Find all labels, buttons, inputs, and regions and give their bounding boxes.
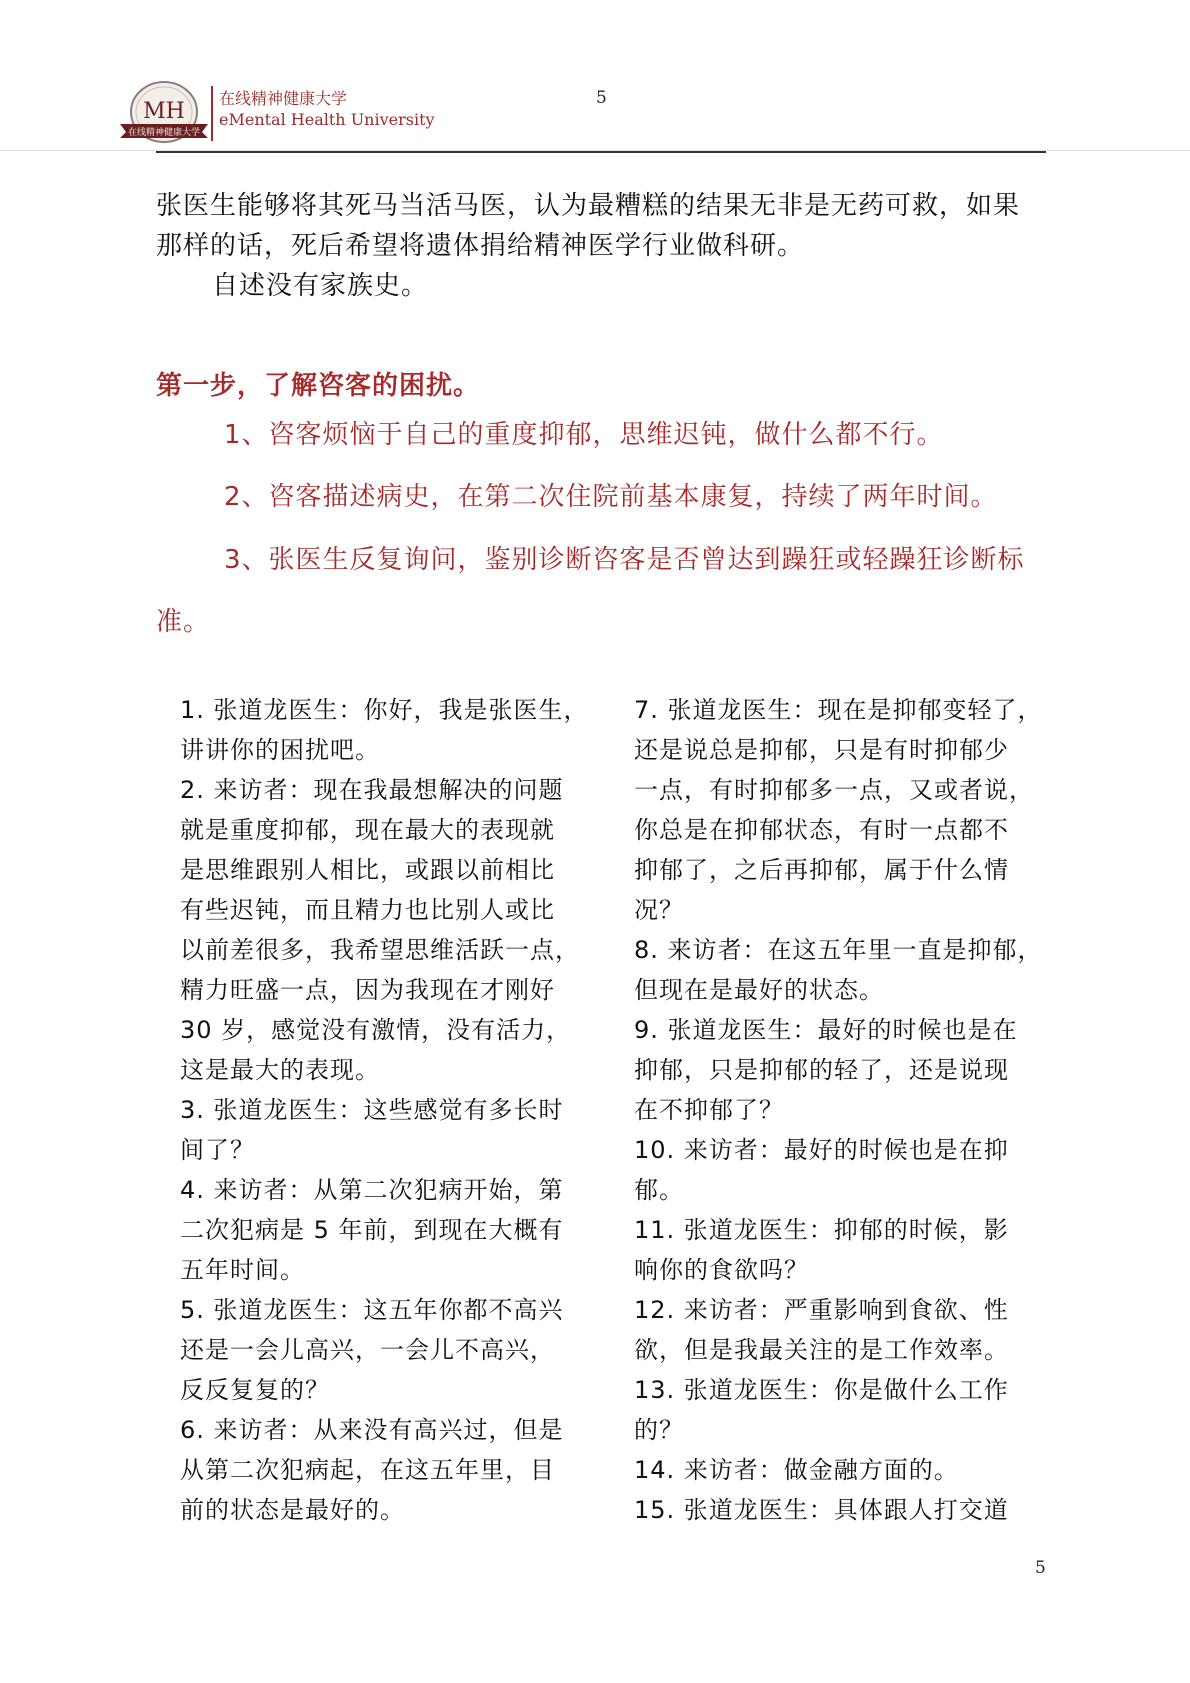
header-page-number: 5	[596, 88, 607, 108]
logo-band-text: 在线精神健康大学	[127, 128, 201, 138]
dialogue-line: 13. 张道龙医生：你是做什么工作	[634, 1376, 1009, 1404]
intro-line-3: 自述没有家族史。	[212, 271, 429, 301]
dialogue-line: 讲讲你的困扰吧。	[180, 736, 380, 764]
dialogue-line: 这是最大的表现。	[180, 1056, 380, 1084]
dialogue-line: 10. 来访者：最好的时候也是在抑	[634, 1136, 1009, 1164]
dialogue-line: 的？	[634, 1416, 684, 1444]
step-heading: 第一步，了解咨客的困扰。	[156, 371, 481, 401]
dialogue-line: 欲，但是我最关注的是工作效率。	[634, 1336, 1009, 1364]
dialogue-line: 以前差很多，我希望思维活跃一点，	[180, 936, 580, 964]
dialogue-line: 一点，有时抑郁多一点，又或者说，	[634, 776, 1034, 804]
dialogue-line: 7. 张道龙医生：现在是抑郁变轻了，	[634, 696, 1043, 724]
dialogue-line: 从第二次犯病起，在这五年里，目	[180, 1456, 555, 1484]
dialogue-line: 15. 张道龙医生：具体跟人打交道	[634, 1496, 1009, 1524]
step-item-3-cont: 准。	[156, 607, 211, 637]
dialogue-line: 郁。	[634, 1176, 684, 1204]
dialogue-line: 5. 张道龙医生：这五年你都不高兴	[180, 1296, 564, 1324]
dialogue-line: 30 岁，感觉没有激情，没有活力，	[180, 1016, 572, 1044]
dialogue-line: 11. 张道龙医生：抑郁的时候，影	[634, 1216, 1009, 1244]
dialogue-line: 12. 来访者：严重影响到食欲、性	[634, 1296, 1009, 1324]
university-name-cn: 在线精神健康大学	[219, 89, 348, 108]
step-item-2: 2、咨客描述病史，在第二次住院前基本康复，持续了两年时间。	[224, 482, 998, 512]
header-divider	[211, 86, 213, 141]
dialogue-line: 是思维跟别人相比，或跟以前相比	[180, 856, 555, 884]
header-rule	[156, 151, 1046, 153]
dialogue-line: 精力旺盛一点，因为我现在才刚好	[180, 976, 555, 1004]
dialogue-line: 还是一会儿高兴，一会儿不高兴，	[180, 1336, 555, 1364]
dialogue-right-column	[634, 690, 1064, 1530]
dialogue-line: 抑郁了，之后再抑郁，属于什么情	[634, 856, 1009, 884]
dialogue-line: 你总是在抑郁状态，有时一点都不	[634, 816, 1009, 844]
dialogue-line: 就是重度抑郁，现在最大的表现就	[180, 816, 555, 844]
dialogue-line: 2. 来访者：现在我最想解决的问题	[180, 776, 564, 804]
logo-text: MH	[143, 99, 185, 124]
intro-line-2: 那样的话，死后希望将遗体捐给精神医学行业做科研。	[156, 231, 805, 261]
dialogue-line: 3. 张道龙医生：这些感觉有多长时	[180, 1096, 564, 1124]
dialogue-line: 有些迟钝，而且精力也比别人或比	[180, 896, 555, 924]
dialogue-line: 8. 来访者：在这五年里一直是抑郁，	[634, 936, 1043, 964]
dialogue-line: 还是说总是抑郁，只是有时抑郁少	[634, 736, 1009, 764]
mh-logo-icon	[118, 80, 210, 152]
page-header	[0, 0, 1190, 160]
dialogue-line: 但现在是最好的状态。	[634, 976, 884, 1004]
university-name-en: eMental Health University	[219, 110, 435, 129]
dialogue-line: 1. 张道龙医生：你好，我是张医生，	[180, 696, 589, 724]
dialogue-line: 反反复复的？	[180, 1376, 330, 1404]
dialogue-left-column	[180, 690, 600, 1530]
dialogue-line: 6. 来访者：从来没有高兴过，但是	[180, 1416, 564, 1444]
dialogue-line: 4. 来访者：从第二次犯病开始，第	[180, 1176, 564, 1204]
dialogue-line: 二次犯病是 5 年前，到现在大概有	[180, 1216, 564, 1244]
footer-page-number: 5	[1035, 1558, 1046, 1578]
dialogue-line: 响你的食欲吗？	[634, 1256, 809, 1284]
dialogue-line: 五年时间。	[180, 1256, 305, 1284]
dialogue-line: 况？	[634, 896, 684, 924]
dialogue-line: 在不抑郁了？	[634, 1096, 784, 1124]
dialogue-line: 抑郁，只是抑郁的轻了，还是说现	[634, 1056, 1009, 1084]
intro-line-1: 张医生能够将其死马当活马医，认为最糟糕的结果无非是无药可救，如果	[156, 191, 1021, 221]
dialogue-line: 9. 张道龙医生：最好的时候也是在	[634, 1016, 1018, 1044]
dialogue-line: 前的状态是最好的。	[180, 1496, 405, 1524]
step-item-1: 1、咨客烦恼于自己的重度抑郁，思维迟钝，做什么都不行。	[224, 420, 944, 450]
dialogue-line: 间了？	[180, 1136, 255, 1164]
step-item-3: 3、张医生反复询问，鉴别诊断咨客是否曾达到躁狂或轻躁狂诊断标	[224, 545, 1025, 575]
dialogue-line: 14. 来访者：做金融方面的。	[634, 1456, 959, 1484]
